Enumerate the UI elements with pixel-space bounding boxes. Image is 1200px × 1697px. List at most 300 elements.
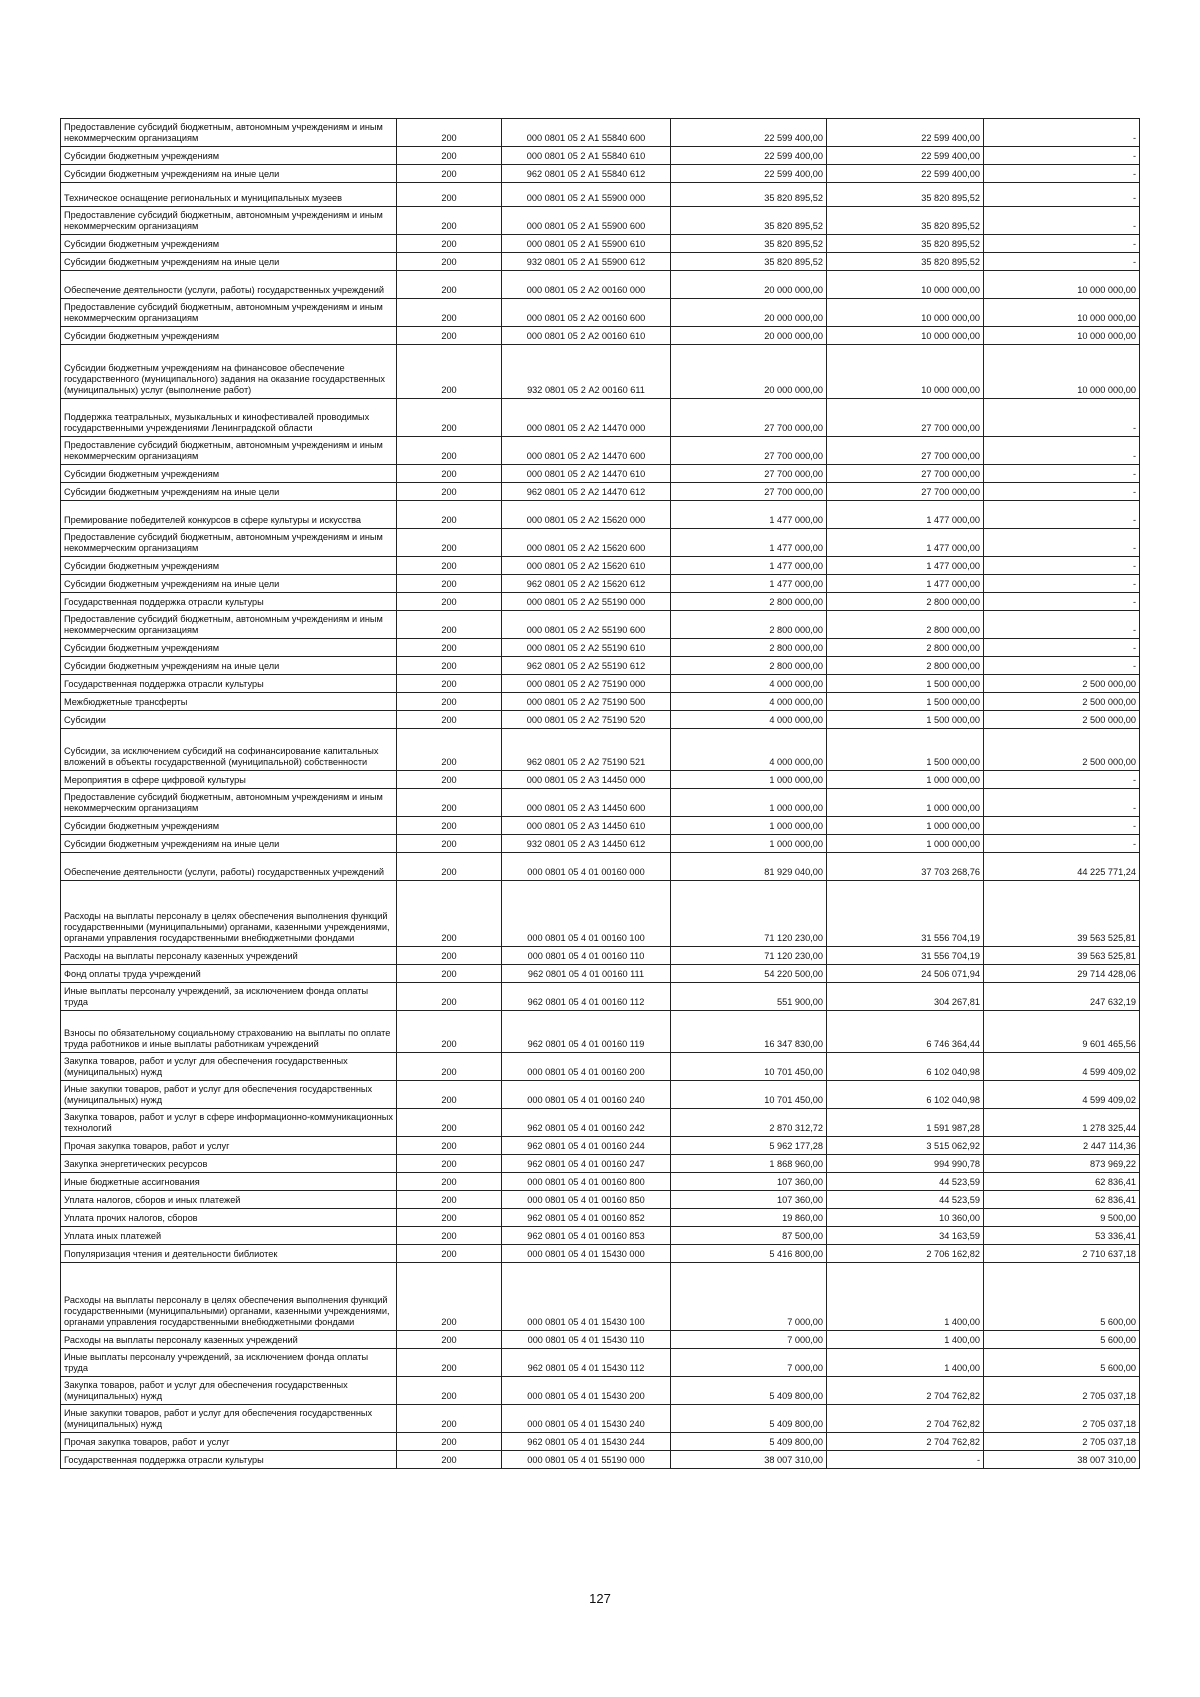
table-row: [61, 501, 1140, 529]
table-row: [61, 557, 1140, 575]
row-remaining: -: [984, 437, 1140, 465]
row-name: Субсидии бюджетным учреждениям на иные цели: [61, 165, 397, 183]
row-approved: 27 700 000,00: [671, 483, 827, 501]
row-classification: 000 0801 05 2 А2 55190 610: [502, 639, 671, 657]
row-approved: 35 820 895,52: [671, 253, 827, 271]
row-remaining: 4 599 409,02: [984, 1081, 1140, 1109]
table-row: [61, 1227, 1140, 1245]
table-row: [61, 183, 1140, 207]
table-row: [61, 835, 1140, 853]
row-remaining: 2 500 000,00: [984, 693, 1140, 711]
row-name: Взносы по обязательному социальному страхованию на выплаты по оплате труда работников и иные выплаты работникам учреждений: [61, 1011, 397, 1053]
row-name: Субсидии бюджетным учреждениям: [61, 557, 397, 575]
row-executed: 6 102 040,98: [827, 1081, 984, 1109]
row-classification: 000 0801 05 2 А2 75190 000: [502, 675, 671, 693]
row-approved: 71 120 230,00: [671, 881, 827, 947]
table-row: [61, 147, 1140, 165]
row-approved: 54 220 500,00: [671, 965, 827, 983]
row-remaining: 2 500 000,00: [984, 711, 1140, 729]
row-code: 200: [397, 983, 502, 1011]
row-code: 200: [397, 575, 502, 593]
row-name: Техническое оснащение региональных и муниципальных музеев: [61, 183, 397, 207]
row-executed: 1 000 000,00: [827, 817, 984, 835]
row-remaining: -: [984, 465, 1140, 483]
row-code: 200: [397, 1053, 502, 1081]
row-classification: 962 0801 05 4 01 00160 112: [502, 983, 671, 1011]
row-executed: 1 500 000,00: [827, 729, 984, 771]
table-row: [61, 1173, 1140, 1191]
row-classification: 000 0801 05 2 А3 14450 600: [502, 789, 671, 817]
row-code: 200: [397, 657, 502, 675]
row-remaining: -: [984, 557, 1140, 575]
row-classification: 000 0801 05 4 01 15430 200: [502, 1377, 671, 1405]
table-row: [61, 1191, 1140, 1209]
row-code: 200: [397, 1263, 502, 1331]
table-row: [61, 611, 1140, 639]
row-code: 200: [397, 1377, 502, 1405]
row-name: Субсидии бюджетным учреждениям на иные цели: [61, 575, 397, 593]
table-row: [61, 947, 1140, 965]
table-row: [61, 1451, 1140, 1469]
row-approved: 107 360,00: [671, 1191, 827, 1209]
row-remaining: 38 007 310,00: [984, 1451, 1140, 1469]
table-row: [61, 1433, 1140, 1451]
table-row: [61, 965, 1140, 983]
row-remaining: -: [984, 611, 1140, 639]
row-name: Премирование победителей конкурсов в сфере культуры и искусства: [61, 501, 397, 529]
row-code: 200: [397, 1209, 502, 1227]
row-executed: 35 820 895,52: [827, 235, 984, 253]
row-name: Субсидии бюджетным учреждениям: [61, 465, 397, 483]
row-executed: 1 477 000,00: [827, 529, 984, 557]
row-code: 200: [397, 1137, 502, 1155]
row-classification: 000 0801 05 4 01 15430 240: [502, 1405, 671, 1433]
row-name: Субсидии: [61, 711, 397, 729]
row-code: 200: [397, 345, 502, 399]
row-executed: 24 506 071,94: [827, 965, 984, 983]
row-executed: 31 556 704,19: [827, 881, 984, 947]
row-remaining: -: [984, 207, 1140, 235]
row-name: Популяризация чтения и деятельности библиотек: [61, 1245, 397, 1263]
row-executed: 10 000 000,00: [827, 299, 984, 327]
row-executed: 10 000 000,00: [827, 271, 984, 299]
row-classification: 962 0801 05 4 01 00160 242: [502, 1109, 671, 1137]
row-name: Субсидии бюджетным учреждениям на иные цели: [61, 483, 397, 501]
row-executed: 3 515 062,92: [827, 1137, 984, 1155]
row-executed: 2 800 000,00: [827, 593, 984, 611]
page-number: 127: [589, 1591, 611, 1606]
row-remaining: 2 500 000,00: [984, 729, 1140, 771]
row-executed: 1 000 000,00: [827, 789, 984, 817]
row-executed: 31 556 704,19: [827, 947, 984, 965]
row-name: Расходы на выплаты персоналу казенных учреждений: [61, 947, 397, 965]
row-executed: 10 000 000,00: [827, 345, 984, 399]
budget-sheet: [60, 118, 1140, 1469]
row-approved: 71 120 230,00: [671, 947, 827, 965]
row-remaining: -: [984, 771, 1140, 789]
row-approved: 1 000 000,00: [671, 789, 827, 817]
row-remaining: -: [984, 835, 1140, 853]
row-classification: 000 0801 05 4 01 00160 240: [502, 1081, 671, 1109]
row-name: Прочая закупка товаров, работ и услуг: [61, 1433, 397, 1451]
row-approved: 5 409 800,00: [671, 1377, 827, 1405]
row-approved: 4 000 000,00: [671, 693, 827, 711]
row-code: 200: [397, 465, 502, 483]
row-code: 200: [397, 1349, 502, 1377]
table-row: [61, 817, 1140, 835]
row-code: 200: [397, 789, 502, 817]
row-remaining: -: [984, 529, 1140, 557]
row-approved: 1 000 000,00: [671, 835, 827, 853]
table-row: [61, 437, 1140, 465]
table-row: [61, 119, 1140, 147]
row-executed: 44 523,59: [827, 1173, 984, 1191]
row-name: Поддержка театральных, музыкальных и кинофестивалей проводимых государственными учреждениями Ленинградской области: [61, 399, 397, 437]
row-code: 200: [397, 119, 502, 147]
row-classification: 962 0801 05 4 01 00160 247: [502, 1155, 671, 1173]
table-row: [61, 1349, 1140, 1377]
row-approved: 35 820 895,52: [671, 207, 827, 235]
row-name: Закупка энергетических ресурсов: [61, 1155, 397, 1173]
row-name: Субсидии бюджетным учреждениям: [61, 817, 397, 835]
row-name: Иные выплаты персоналу учреждений, за исключением фонда оплаты труда: [61, 1349, 397, 1377]
row-code: 200: [397, 817, 502, 835]
row-code: 200: [397, 165, 502, 183]
row-code: 200: [397, 639, 502, 657]
row-code: 200: [397, 327, 502, 345]
table-row: [61, 675, 1140, 693]
row-code: 200: [397, 1081, 502, 1109]
row-executed: 1 400,00: [827, 1263, 984, 1331]
row-code: 200: [397, 557, 502, 575]
row-remaining: -: [984, 483, 1140, 501]
row-name: Расходы на выплаты персоналу в целях обеспечения выполнения функций государственными (муниципальными) органами, казенными учреждениями, органами управления государственными внебюджетными фондами: [61, 1263, 397, 1331]
row-code: 200: [397, 835, 502, 853]
row-executed: 1 477 000,00: [827, 575, 984, 593]
row-approved: 1 477 000,00: [671, 575, 827, 593]
row-code: 200: [397, 271, 502, 299]
row-classification: 000 0801 05 2 А2 75190 500: [502, 693, 671, 711]
row-classification: 962 0801 05 4 01 00160 853: [502, 1227, 671, 1245]
row-executed: 1 400,00: [827, 1349, 984, 1377]
table-row: [61, 483, 1140, 501]
row-approved: 22 599 400,00: [671, 165, 827, 183]
row-name: Обеспечение деятельности (услуги, работы) государственных учреждений: [61, 271, 397, 299]
row-executed: 1 477 000,00: [827, 501, 984, 529]
row-executed: 1 400,00: [827, 1331, 984, 1349]
row-executed: 2 706 162,82: [827, 1245, 984, 1263]
row-classification: 000 0801 05 4 01 15430 000: [502, 1245, 671, 1263]
row-approved: 1 000 000,00: [671, 817, 827, 835]
row-remaining: 10 000 000,00: [984, 271, 1140, 299]
row-executed: 27 700 000,00: [827, 437, 984, 465]
row-approved: 35 820 895,52: [671, 183, 827, 207]
table-row: [61, 1209, 1140, 1227]
row-approved: 19 860,00: [671, 1209, 827, 1227]
row-remaining: 2 705 037,18: [984, 1377, 1140, 1405]
row-code: 200: [397, 853, 502, 881]
row-name: Обеспечение деятельности (услуги, работы) государственных учреждений: [61, 853, 397, 881]
table-row: [61, 1137, 1140, 1155]
row-executed: 1 477 000,00: [827, 557, 984, 575]
row-remaining: 5 600,00: [984, 1349, 1140, 1377]
table-row: [61, 529, 1140, 557]
row-classification: 000 0801 05 4 01 00160 100: [502, 881, 671, 947]
row-classification: 962 0801 05 2 А1 55840 612: [502, 165, 671, 183]
row-classification: 962 0801 05 2 А2 14470 612: [502, 483, 671, 501]
row-code: 200: [397, 483, 502, 501]
row-remaining: -: [984, 165, 1140, 183]
row-classification: 000 0801 05 2 А2 15620 000: [502, 501, 671, 529]
table-row: [61, 771, 1140, 789]
row-name: Государственная поддержка отрасли культуры: [61, 593, 397, 611]
row-executed: 27 700 000,00: [827, 465, 984, 483]
row-name: Иные закупки товаров, работ и услуг для обеспечения государственных (муниципальных) нужд: [61, 1405, 397, 1433]
row-remaining: -: [984, 657, 1140, 675]
table-row: [61, 465, 1140, 483]
row-remaining: -: [984, 119, 1140, 147]
row-remaining: -: [984, 817, 1140, 835]
row-remaining: -: [984, 575, 1140, 593]
row-remaining: 2 500 000,00: [984, 675, 1140, 693]
row-remaining: -: [984, 253, 1140, 271]
row-approved: 551 900,00: [671, 983, 827, 1011]
row-remaining: 53 336,41: [984, 1227, 1140, 1245]
row-code: 200: [397, 1451, 502, 1469]
row-classification: 000 0801 05 2 А1 55840 600: [502, 119, 671, 147]
row-remaining: 39 563 525,81: [984, 881, 1140, 947]
row-name: Уплата налогов, сборов и иных платежей: [61, 1191, 397, 1209]
row-remaining: 1 278 325,44: [984, 1109, 1140, 1137]
row-executed: 22 599 400,00: [827, 147, 984, 165]
row-executed: 304 267,81: [827, 983, 984, 1011]
table-row: [61, 253, 1140, 271]
table-row: [61, 1155, 1140, 1173]
row-approved: 2 800 000,00: [671, 593, 827, 611]
row-name: Иные бюджетные ассигнования: [61, 1173, 397, 1191]
row-name: Уплата прочих налогов, сборов: [61, 1209, 397, 1227]
row-approved: 20 000 000,00: [671, 299, 827, 327]
row-executed: 22 599 400,00: [827, 119, 984, 147]
row-approved: 5 409 800,00: [671, 1405, 827, 1433]
table-row: [61, 693, 1140, 711]
row-approved: 16 347 830,00: [671, 1011, 827, 1053]
row-executed: 44 523,59: [827, 1191, 984, 1209]
row-approved: 1 477 000,00: [671, 529, 827, 557]
row-name: Субсидии бюджетным учреждениям на финансовое обеспечение государственного (муниципального) задания на оказание государственных (муниципальных) услуг (выполнение работ): [61, 345, 397, 399]
row-name: Мероприятия в сфере цифровой культуры: [61, 771, 397, 789]
row-executed: 37 703 268,76: [827, 853, 984, 881]
row-executed: 35 820 895,52: [827, 183, 984, 207]
row-classification: 932 0801 05 2 А2 00160 611: [502, 345, 671, 399]
table-row: [61, 399, 1140, 437]
row-classification: 000 0801 05 2 А2 00160 600: [502, 299, 671, 327]
row-executed: 6 746 364,44: [827, 1011, 984, 1053]
row-classification: 962 0801 05 4 01 00160 111: [502, 965, 671, 983]
row-approved: 7 000,00: [671, 1331, 827, 1349]
row-code: 200: [397, 183, 502, 207]
row-remaining: 2 447 114,36: [984, 1137, 1140, 1155]
row-name: Субсидии бюджетным учреждениям: [61, 147, 397, 165]
row-approved: 10 701 450,00: [671, 1081, 827, 1109]
row-classification: 000 0801 05 4 01 00160 800: [502, 1173, 671, 1191]
row-code: 200: [397, 711, 502, 729]
row-code: 200: [397, 729, 502, 771]
row-name: Государственная поддержка отрасли культуры: [61, 1451, 397, 1469]
row-name: Предоставление субсидий бюджетным, автономным учреждениям и иным некоммерческим организациям: [61, 611, 397, 639]
row-approved: 5 409 800,00: [671, 1433, 827, 1451]
table-row: [61, 1081, 1140, 1109]
row-remaining: 9 500,00: [984, 1209, 1140, 1227]
budget-table: [60, 118, 1140, 1469]
row-executed: 1 500 000,00: [827, 711, 984, 729]
row-approved: 22 599 400,00: [671, 147, 827, 165]
row-classification: 000 0801 05 2 А2 14470 000: [502, 399, 671, 437]
row-remaining: 29 714 428,06: [984, 965, 1140, 983]
row-name: Предоставление субсидий бюджетным, автономным учреждениям и иным некоммерческим организациям: [61, 437, 397, 465]
row-executed: 1 500 000,00: [827, 675, 984, 693]
row-name: Прочая закупка товаров, работ и услуг: [61, 1137, 397, 1155]
row-approved: 5 416 800,00: [671, 1245, 827, 1263]
row-code: 200: [397, 437, 502, 465]
row-remaining: -: [984, 501, 1140, 529]
row-classification: 962 0801 05 2 А2 75190 521: [502, 729, 671, 771]
row-remaining: 62 836,41: [984, 1173, 1140, 1191]
row-name: Субсидии бюджетным учреждениям: [61, 327, 397, 345]
row-remaining: 10 000 000,00: [984, 345, 1140, 399]
table-row: [61, 593, 1140, 611]
table-row: [61, 575, 1140, 593]
row-approved: 7 000,00: [671, 1349, 827, 1377]
row-executed: 2 800 000,00: [827, 657, 984, 675]
row-executed: 2 800 000,00: [827, 639, 984, 657]
row-executed: 1 591 987,28: [827, 1109, 984, 1137]
row-classification: 000 0801 05 2 А3 14450 000: [502, 771, 671, 789]
row-executed: 2 800 000,00: [827, 611, 984, 639]
row-code: 200: [397, 529, 502, 557]
row-approved: 27 700 000,00: [671, 399, 827, 437]
row-classification: 000 0801 05 4 01 00160 000: [502, 853, 671, 881]
table-row: [61, 1245, 1140, 1263]
row-remaining: 10 000 000,00: [984, 299, 1140, 327]
row-executed: 10 360,00: [827, 1209, 984, 1227]
row-code: 200: [397, 947, 502, 965]
row-remaining: -: [984, 789, 1140, 817]
table-row: [61, 345, 1140, 399]
row-code: 200: [397, 611, 502, 639]
row-name: Расходы на выплаты персоналу казенных учреждений: [61, 1331, 397, 1349]
row-code: 200: [397, 147, 502, 165]
row-code: 200: [397, 1191, 502, 1209]
row-approved: 1 477 000,00: [671, 501, 827, 529]
row-code: 200: [397, 1245, 502, 1263]
row-approved: 38 007 310,00: [671, 1451, 827, 1469]
row-classification: 962 0801 05 2 А2 55190 612: [502, 657, 671, 675]
row-approved: 27 700 000,00: [671, 465, 827, 483]
row-classification: 962 0801 05 4 01 15430 112: [502, 1349, 671, 1377]
table-row: [61, 271, 1140, 299]
row-remaining: 39 563 525,81: [984, 947, 1140, 965]
row-classification: 932 0801 05 2 А3 14450 612: [502, 835, 671, 853]
row-executed: 1 500 000,00: [827, 693, 984, 711]
row-approved: 4 000 000,00: [671, 729, 827, 771]
row-name: Межбюджетные трансферты: [61, 693, 397, 711]
row-approved: 7 000,00: [671, 1263, 827, 1331]
row-code: 200: [397, 593, 502, 611]
row-approved: 2 800 000,00: [671, 611, 827, 639]
table-row: [61, 1331, 1140, 1349]
row-name: Предоставление субсидий бюджетным, автономным учреждениям и иным некоммерческим организациям: [61, 207, 397, 235]
row-classification: 000 0801 05 2 А2 55190 000: [502, 593, 671, 611]
table-row: [61, 711, 1140, 729]
row-code: 200: [397, 1331, 502, 1349]
row-approved: 1 477 000,00: [671, 557, 827, 575]
row-classification: 000 0801 05 2 А2 14470 600: [502, 437, 671, 465]
row-classification: 000 0801 05 4 01 15430 110: [502, 1331, 671, 1349]
row-code: 200: [397, 235, 502, 253]
table-row: [61, 1011, 1140, 1053]
row-name: Предоставление субсидий бюджетным, автономным учреждениям и иным некоммерческим организациям: [61, 529, 397, 557]
row-executed: 22 599 400,00: [827, 165, 984, 183]
row-classification: 000 0801 05 2 А2 15620 610: [502, 557, 671, 575]
row-name: Субсидии, за исключением субсидий на софинансирование капитальных вложений в объекты государственной (муниципальной) собственности: [61, 729, 397, 771]
row-classification: 000 0801 05 2 А2 14470 610: [502, 465, 671, 483]
row-code: 200: [397, 675, 502, 693]
row-name: Закупка товаров, работ и услуг для обеспечения государственных (муниципальных) нужд: [61, 1377, 397, 1405]
row-executed: 34 163,59: [827, 1227, 984, 1245]
row-classification: 000 0801 05 2 А1 55900 600: [502, 207, 671, 235]
row-approved: 5 962 177,28: [671, 1137, 827, 1155]
row-code: 200: [397, 299, 502, 327]
row-name: Государственная поддержка отрасли культуры: [61, 675, 397, 693]
row-remaining: -: [984, 399, 1140, 437]
row-classification: 962 0801 05 4 01 00160 244: [502, 1137, 671, 1155]
row-name: Фонд оплаты труда учреждений: [61, 965, 397, 983]
row-classification: 000 0801 05 2 А1 55840 610: [502, 147, 671, 165]
row-name: Субсидии бюджетным учреждениям на иные цели: [61, 835, 397, 853]
row-approved: 1 000 000,00: [671, 771, 827, 789]
row-approved: 10 701 450,00: [671, 1053, 827, 1081]
row-approved: 4 000 000,00: [671, 675, 827, 693]
row-remaining: -: [984, 147, 1140, 165]
row-name: Субсидии бюджетным учреждениям на иные цели: [61, 253, 397, 271]
row-code: 200: [397, 207, 502, 235]
row-approved: 35 820 895,52: [671, 235, 827, 253]
row-code: 200: [397, 693, 502, 711]
row-classification: 000 0801 05 2 А2 00160 610: [502, 327, 671, 345]
row-code: 200: [397, 1173, 502, 1191]
row-code: 200: [397, 399, 502, 437]
row-executed: 1 000 000,00: [827, 835, 984, 853]
row-executed: 35 820 895,52: [827, 207, 984, 235]
row-executed: 27 700 000,00: [827, 483, 984, 501]
row-code: 200: [397, 1109, 502, 1137]
row-classification: 000 0801 05 4 01 00160 850: [502, 1191, 671, 1209]
row-executed: 2 704 762,82: [827, 1405, 984, 1433]
row-classification: 000 0801 05 4 01 55190 000: [502, 1451, 671, 1469]
table-row: [61, 165, 1140, 183]
row-classification: 962 0801 05 4 01 00160 852: [502, 1209, 671, 1227]
row-name: Уплата иных платежей: [61, 1227, 397, 1245]
row-remaining: 2 705 037,18: [984, 1405, 1140, 1433]
row-classification: 000 0801 05 2 А2 55190 600: [502, 611, 671, 639]
row-executed: 994 990,78: [827, 1155, 984, 1173]
table-row: [61, 235, 1140, 253]
row-executed: 2 704 762,82: [827, 1377, 984, 1405]
row-remaining: 44 225 771,24: [984, 853, 1140, 881]
row-remaining: -: [984, 593, 1140, 611]
row-approved: 87 500,00: [671, 1227, 827, 1245]
